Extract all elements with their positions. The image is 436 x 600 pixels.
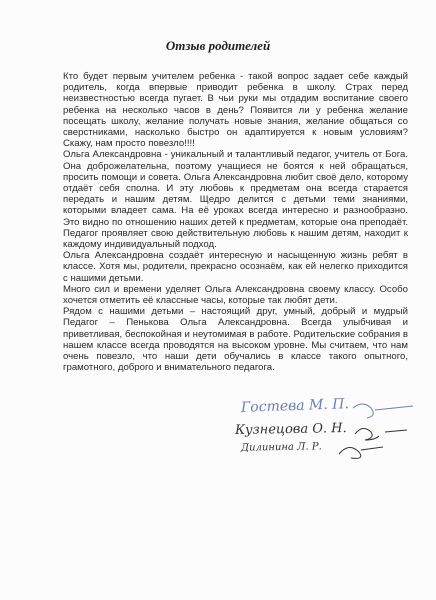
signature-2: Кузнецова О. Н. <box>234 421 347 438</box>
paragraph: Кто будет первым учителем ребенка - такой вопрос задает себе каждый родитель, когда впервые приводит ребенка в школу. Страх перед неизвестностью всегда пугает. В чьи руки мы отдадим воспитание своего ребенка на несколько часов в день? Появится ли у ребенка желание посещать школу, желание получать новые знания, желание общаться со сверстниками, насколько быстро он адаптируется к новым условиям? Скажу, нам просто повезло!!!! <box>63 71 408 150</box>
paragraph: Рядом с нашими детьми – настоящий друг, умный, добрый и мудрый Педагог – Пенькова Ольга Александровна. Всегда улыбчивая и приветливая, беспокойная и неутомимая в работе. Родительские собрания в нашем классе всегда проводятся на высоком уровне. Мы считаем, что нам очень повезло, что наши дети обучались в классе такого опытного, грамотного, доброго и внимательного педагога. <box>63 306 408 374</box>
document-title: Отзыв родителей <box>165 38 271 53</box>
paragraph: Ольга Александровна создаёт интересную и насыщенную жизнь ребят в классе. Хотя мы, родители, прекрасно осознаём, как ей нелегко приходится с нашими детьми. <box>63 250 408 284</box>
paragraph: Ольга Александровна - уникальный и талантливый педагог, учитель от Бога. Она доброжелательна, поэтому учащиеся не боятся к ней обращаться, просить помощи и совета. Ольга Александровна любит своё дело, которому отдаёт себя сполна. И эту любовь к предметам она всегда старается передать и нашим детям. Щедро делится с детьми теми знаниями, которыми владеет сама. На её уроках всегда интересно и разнообразно. Это видно по отношению наших детей к предметам, которые она преподаёт. Педагог проявляет свою действительную любовь к нашим детям, находит к каждому индивидуальный подход. <box>63 149 408 251</box>
signature-3: Дилинина Л. Р. <box>240 441 322 454</box>
document-body <box>63 71 408 373</box>
signature-block <box>235 398 435 488</box>
signature-1: Гостева М. П. <box>240 396 350 416</box>
paragraph: Много сил и времени уделяет Ольга Александровна своему классу. Особо хочется отметить её классные часы, которые так любят дети. <box>63 283 408 307</box>
